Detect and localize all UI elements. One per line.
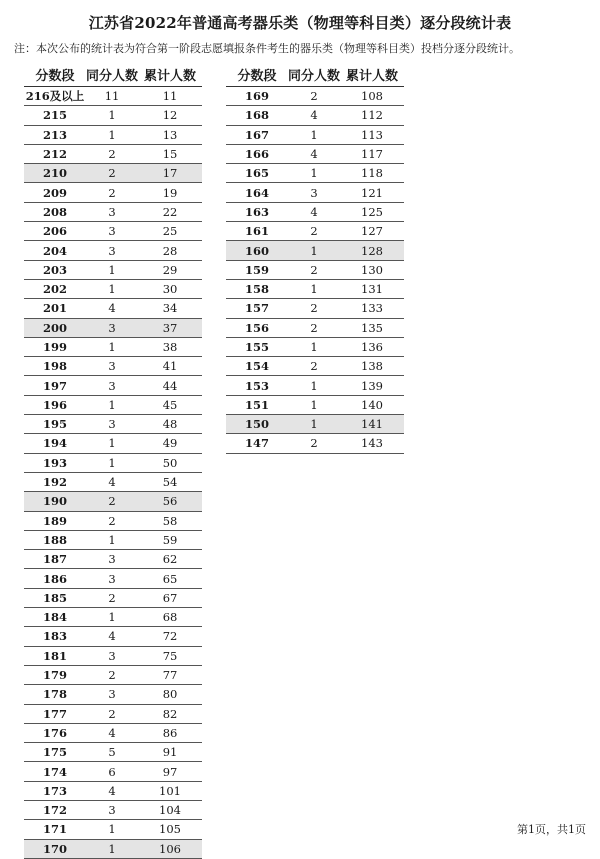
score-cell: 176 [24, 723, 86, 742]
score-cell: 192 [24, 472, 86, 491]
score-table-left-body [24, 87, 202, 859]
score-cell: 168 [226, 106, 288, 125]
score-cell: 201 [24, 299, 86, 318]
same-count-cell: 4 [288, 202, 340, 221]
score-cell: 184 [24, 608, 86, 627]
same-count-cell: 2 [288, 299, 340, 318]
header-same-count: 同分人数 [288, 62, 340, 87]
score-table-right-body [226, 87, 404, 454]
table-row [24, 376, 202, 395]
page-footer: 第1页，共1页 [517, 823, 586, 836]
same-count-cell: 1 [86, 453, 138, 472]
score-cell: 174 [24, 762, 86, 781]
cumulative-count-cell: 59 [138, 530, 202, 549]
same-count-cell: 4 [86, 299, 138, 318]
cumulative-count-cell: 140 [340, 395, 404, 414]
table-row [24, 588, 202, 607]
table-row [24, 800, 202, 819]
score-cell: 173 [24, 781, 86, 800]
score-cell: 172 [24, 800, 86, 819]
score-cell: 177 [24, 704, 86, 723]
table-row [24, 453, 202, 472]
same-count-cell: 1 [288, 395, 340, 414]
cumulative-count-cell: 143 [340, 434, 404, 453]
same-count-cell: 1 [86, 820, 138, 839]
same-count-cell: 1 [86, 337, 138, 356]
cumulative-count-cell: 118 [340, 164, 404, 183]
cumulative-count-cell: 30 [138, 279, 202, 298]
cumulative-count-cell: 136 [340, 337, 404, 356]
table-header-row [24, 62, 202, 87]
cumulative-count-cell: 106 [138, 839, 202, 858]
table-header-row [226, 62, 404, 87]
same-count-cell: 1 [86, 125, 138, 144]
table-row [24, 704, 202, 723]
table-row [24, 106, 202, 125]
cumulative-count-cell: 34 [138, 299, 202, 318]
cumulative-count-cell: 125 [340, 202, 404, 221]
table-row [24, 87, 202, 106]
header-score: 分数段 [24, 62, 86, 87]
same-count-cell: 3 [86, 415, 138, 434]
table-row [24, 183, 202, 202]
score-cell: 171 [24, 820, 86, 839]
table-row [24, 279, 202, 298]
cumulative-count-cell: 29 [138, 260, 202, 279]
cumulative-count-cell: 12 [138, 106, 202, 125]
table-row [226, 183, 404, 202]
same-count-cell: 3 [86, 318, 138, 337]
table-row [226, 337, 404, 356]
cumulative-count-cell: 19 [138, 183, 202, 202]
same-count-cell: 6 [86, 762, 138, 781]
table-row [24, 415, 202, 434]
score-cell: 188 [24, 530, 86, 549]
score-cell: 150 [226, 415, 288, 434]
cumulative-count-cell: 112 [340, 106, 404, 125]
table-row [24, 665, 202, 684]
cumulative-count-cell: 48 [138, 415, 202, 434]
cumulative-count-cell: 58 [138, 511, 202, 530]
same-count-cell: 3 [86, 202, 138, 221]
table-row [24, 685, 202, 704]
table-row [24, 530, 202, 549]
table-row [226, 241, 404, 260]
cumulative-count-cell: 56 [138, 492, 202, 511]
table-row [24, 357, 202, 376]
same-count-cell: 2 [288, 318, 340, 337]
table-row [24, 492, 202, 511]
score-cell: 187 [24, 550, 86, 569]
table-row [226, 357, 404, 376]
table-row [226, 395, 404, 414]
cumulative-count-cell: 15 [138, 144, 202, 163]
score-cell: 175 [24, 743, 86, 762]
table-row [226, 260, 404, 279]
score-cell: 189 [24, 511, 86, 530]
score-cell: 193 [24, 453, 86, 472]
same-count-cell: 2 [288, 222, 340, 241]
table-row [24, 125, 202, 144]
cumulative-count-cell: 38 [138, 337, 202, 356]
cumulative-count-cell: 104 [138, 800, 202, 819]
cumulative-count-cell: 139 [340, 376, 404, 395]
cumulative-count-cell: 17 [138, 164, 202, 183]
score-cell: 158 [226, 279, 288, 298]
same-count-cell: 4 [288, 106, 340, 125]
same-count-cell: 2 [86, 665, 138, 684]
score-cell: 195 [24, 415, 86, 434]
cumulative-count-cell: 22 [138, 202, 202, 221]
same-count-cell: 1 [86, 839, 138, 858]
table-row [24, 434, 202, 453]
cumulative-count-cell: 141 [340, 415, 404, 434]
same-count-cell: 1 [86, 395, 138, 414]
table-row [24, 820, 202, 839]
cumulative-count-cell: 25 [138, 222, 202, 241]
score-cell: 181 [24, 646, 86, 665]
table-row [24, 241, 202, 260]
score-cell: 196 [24, 395, 86, 414]
score-table-left [24, 62, 202, 859]
table-row [24, 395, 202, 414]
table-row [24, 164, 202, 183]
cumulative-count-cell: 108 [340, 87, 404, 106]
score-cell: 155 [226, 337, 288, 356]
same-count-cell: 1 [288, 164, 340, 183]
score-cell: 210 [24, 164, 86, 183]
score-cell: 212 [24, 144, 86, 163]
cumulative-count-cell: 75 [138, 646, 202, 665]
table-row [24, 723, 202, 742]
same-count-cell: 4 [86, 781, 138, 800]
cumulative-count-cell: 97 [138, 762, 202, 781]
same-count-cell: 1 [86, 260, 138, 279]
cumulative-count-cell: 62 [138, 550, 202, 569]
table-row [226, 415, 404, 434]
table-row [226, 434, 404, 453]
table-row [226, 279, 404, 298]
table-row [24, 337, 202, 356]
cumulative-count-cell: 101 [138, 781, 202, 800]
cumulative-count-cell: 41 [138, 357, 202, 376]
same-count-cell: 3 [86, 646, 138, 665]
same-count-cell: 5 [86, 743, 138, 762]
score-cell: 153 [226, 376, 288, 395]
cumulative-count-cell: 131 [340, 279, 404, 298]
same-count-cell: 2 [288, 434, 340, 453]
score-cell: 169 [226, 87, 288, 106]
header-cumulative-count: 累计人数 [340, 62, 404, 87]
same-count-cell: 1 [288, 376, 340, 395]
table-row [24, 222, 202, 241]
score-cell: 198 [24, 357, 86, 376]
score-cell: 165 [226, 164, 288, 183]
same-count-cell: 2 [86, 588, 138, 607]
same-count-cell: 2 [86, 144, 138, 163]
cumulative-count-cell: 37 [138, 318, 202, 337]
score-cell: 197 [24, 376, 86, 395]
score-cell: 200 [24, 318, 86, 337]
same-count-cell: 1 [288, 241, 340, 260]
score-cell: 178 [24, 685, 86, 704]
score-cell: 215 [24, 106, 86, 125]
table-row [24, 511, 202, 530]
table-row [24, 743, 202, 762]
table-row [226, 106, 404, 125]
cumulative-count-cell: 86 [138, 723, 202, 742]
table-row [226, 299, 404, 318]
score-cell: 216及以上 [24, 87, 86, 106]
cumulative-count-cell: 45 [138, 395, 202, 414]
cumulative-count-cell: 11 [138, 87, 202, 106]
same-count-cell: 1 [288, 337, 340, 356]
cumulative-count-cell: 77 [138, 665, 202, 684]
score-cell: 170 [24, 839, 86, 858]
table-row [24, 762, 202, 781]
score-cell: 204 [24, 241, 86, 260]
same-count-cell: 1 [86, 106, 138, 125]
score-cell: 190 [24, 492, 86, 511]
score-cell: 179 [24, 665, 86, 684]
table-row [24, 839, 202, 858]
score-cell: 167 [226, 125, 288, 144]
header-same-count: 同分人数 [86, 62, 138, 87]
same-count-cell: 4 [86, 723, 138, 742]
cumulative-count-cell: 105 [138, 820, 202, 839]
same-count-cell: 2 [86, 183, 138, 202]
same-count-cell: 2 [288, 357, 340, 376]
same-count-cell: 4 [86, 627, 138, 646]
score-cell: 164 [226, 183, 288, 202]
score-cell: 208 [24, 202, 86, 221]
cumulative-count-cell: 82 [138, 704, 202, 723]
same-count-cell: 1 [288, 125, 340, 144]
score-table-right [226, 62, 404, 454]
same-count-cell: 3 [86, 800, 138, 819]
score-cell: 202 [24, 279, 86, 298]
cumulative-count-cell: 50 [138, 453, 202, 472]
table-row [226, 144, 404, 163]
same-count-cell: 3 [86, 550, 138, 569]
cumulative-count-cell: 68 [138, 608, 202, 627]
score-cell: 194 [24, 434, 86, 453]
same-count-cell: 3 [86, 685, 138, 704]
header-cumulative-count: 累计人数 [138, 62, 202, 87]
score-cell: 160 [226, 241, 288, 260]
same-count-cell: 11 [86, 87, 138, 106]
same-count-cell: 2 [86, 704, 138, 723]
cumulative-count-cell: 44 [138, 376, 202, 395]
score-cell: 209 [24, 183, 86, 202]
table-row [24, 569, 202, 588]
score-cell: 203 [24, 260, 86, 279]
table-row [226, 318, 404, 337]
cumulative-count-cell: 28 [138, 241, 202, 260]
same-count-cell: 1 [86, 279, 138, 298]
score-cell: 156 [226, 318, 288, 337]
same-count-cell: 1 [288, 279, 340, 298]
cumulative-count-cell: 80 [138, 685, 202, 704]
table-row [226, 125, 404, 144]
table-row [24, 318, 202, 337]
table-row [24, 144, 202, 163]
score-cell: 199 [24, 337, 86, 356]
table-note: 注：本次公布的统计表为符合第一阶段志愿填报条件考生的器乐类（物理等科目类）投档分逐分段统计。 [14, 42, 520, 55]
table-row [24, 608, 202, 627]
header-score: 分数段 [226, 62, 288, 87]
table-row [24, 627, 202, 646]
same-count-cell: 2 [288, 87, 340, 106]
score-cell: 163 [226, 202, 288, 221]
table-row [24, 299, 202, 318]
score-cell: 159 [226, 260, 288, 279]
table-row [226, 376, 404, 395]
same-count-cell: 3 [86, 357, 138, 376]
table-row [24, 260, 202, 279]
same-count-cell: 3 [288, 183, 340, 202]
same-count-cell: 1 [86, 608, 138, 627]
score-cell: 161 [226, 222, 288, 241]
table-row [226, 164, 404, 183]
score-cell: 183 [24, 627, 86, 646]
score-cell: 186 [24, 569, 86, 588]
cumulative-count-cell: 128 [340, 241, 404, 260]
score-cell: 206 [24, 222, 86, 241]
score-cell: 154 [226, 357, 288, 376]
cumulative-count-cell: 67 [138, 588, 202, 607]
table-row [226, 87, 404, 106]
cumulative-count-cell: 113 [340, 125, 404, 144]
same-count-cell: 4 [288, 144, 340, 163]
same-count-cell: 2 [288, 260, 340, 279]
table-row [226, 222, 404, 241]
same-count-cell: 3 [86, 241, 138, 260]
same-count-cell: 3 [86, 222, 138, 241]
score-cell: 151 [226, 395, 288, 414]
score-cell: 147 [226, 434, 288, 453]
page-title: 江苏省2022年普通高考器乐类（物理等科目类）逐分段统计表 [88, 14, 512, 32]
cumulative-count-cell: 72 [138, 627, 202, 646]
same-count-cell: 1 [288, 415, 340, 434]
cumulative-count-cell: 130 [340, 260, 404, 279]
same-count-cell: 3 [86, 376, 138, 395]
cumulative-count-cell: 127 [340, 222, 404, 241]
table-row [24, 202, 202, 221]
cumulative-count-cell: 91 [138, 743, 202, 762]
cumulative-count-cell: 121 [340, 183, 404, 202]
score-cell: 213 [24, 125, 86, 144]
same-count-cell: 4 [86, 472, 138, 491]
table-row [24, 646, 202, 665]
table-row [226, 202, 404, 221]
table-row [24, 550, 202, 569]
cumulative-count-cell: 117 [340, 144, 404, 163]
score-cell: 185 [24, 588, 86, 607]
cumulative-count-cell: 13 [138, 125, 202, 144]
same-count-cell: 2 [86, 511, 138, 530]
same-count-cell: 1 [86, 530, 138, 549]
score-cell: 157 [226, 299, 288, 318]
cumulative-count-cell: 65 [138, 569, 202, 588]
cumulative-count-cell: 138 [340, 357, 404, 376]
cumulative-count-cell: 133 [340, 299, 404, 318]
table-row [24, 781, 202, 800]
cumulative-count-cell: 135 [340, 318, 404, 337]
cumulative-count-cell: 54 [138, 472, 202, 491]
same-count-cell: 2 [86, 164, 138, 183]
same-count-cell: 3 [86, 569, 138, 588]
table-row [24, 472, 202, 491]
cumulative-count-cell: 49 [138, 434, 202, 453]
same-count-cell: 1 [86, 434, 138, 453]
same-count-cell: 2 [86, 492, 138, 511]
score-cell: 166 [226, 144, 288, 163]
